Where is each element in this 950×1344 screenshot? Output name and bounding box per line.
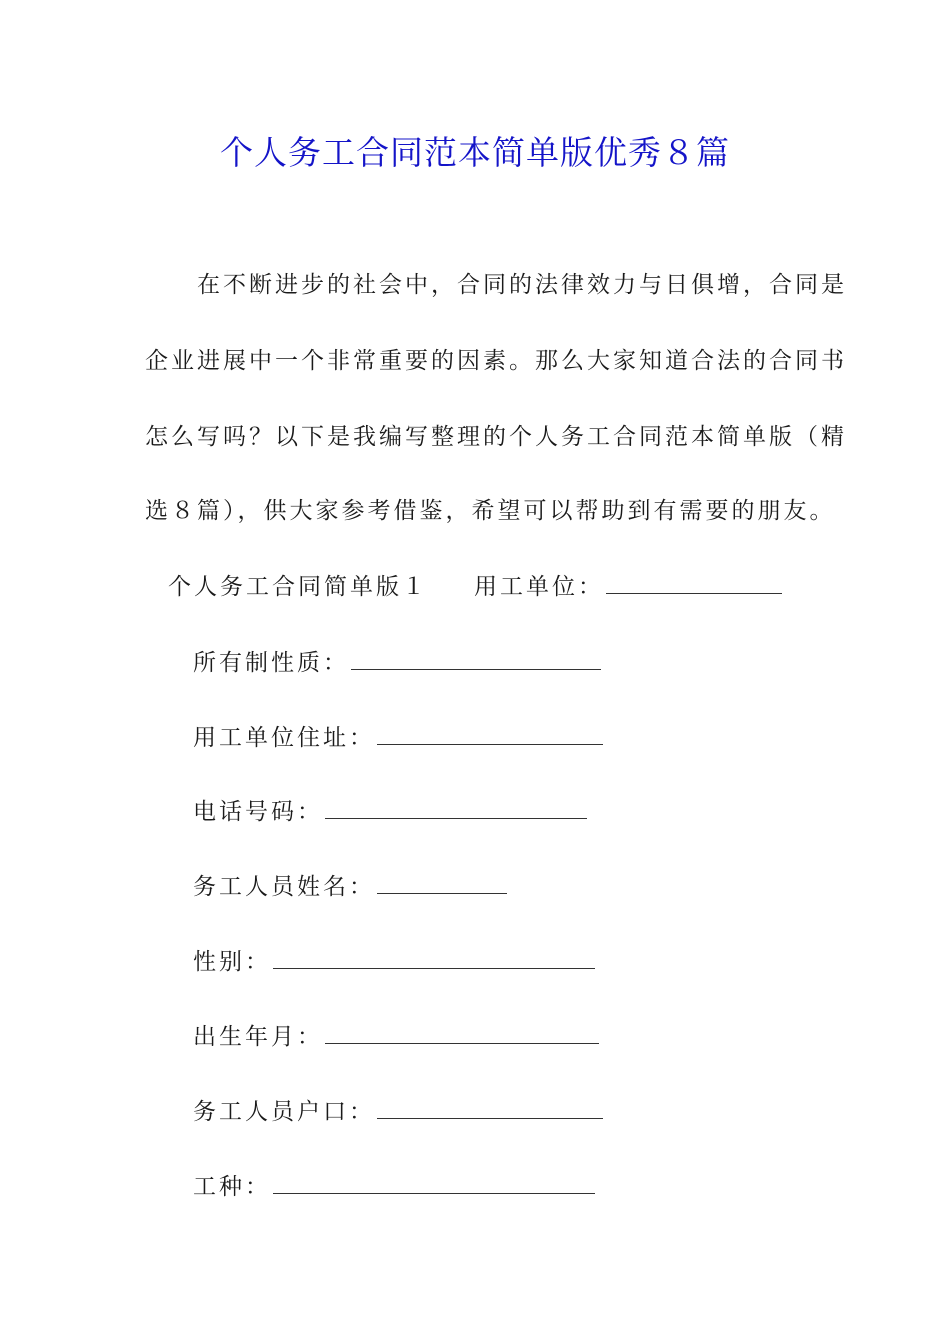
field-job-type (193, 1165, 595, 1207)
intro-line-1: 在不断进步的社会中，合同的法律效力与日俱增，合同是 (197, 272, 847, 298)
field-blank-birth-date[interactable] (325, 1015, 599, 1044)
field-label-ownership: 所有制性质： (193, 650, 349, 676)
field-birth-date (193, 1015, 599, 1057)
field-label-employer: 用工单位： (474, 574, 604, 600)
field-blank-household[interactable] (377, 1090, 603, 1119)
field-ownership (193, 641, 601, 683)
field-blank-worker-name[interactable] (377, 865, 507, 894)
field-label-household: 务工人员户口： (193, 1099, 375, 1125)
field-blank-employer-address[interactable] (377, 716, 603, 745)
section-heading-row (168, 565, 782, 607)
field-blank-job-type[interactable] (273, 1165, 595, 1194)
section-heading: 个人务工合同简单版１ (168, 574, 428, 600)
field-blank-phone[interactable] (325, 790, 587, 819)
field-household (193, 1090, 603, 1132)
field-blank-employer[interactable] (606, 565, 782, 594)
field-phone (193, 790, 587, 832)
field-blank-ownership[interactable] (351, 641, 601, 670)
document-title: 个人务工合同范本简单版优秀８篇 (220, 133, 730, 172)
intro-line-4: 选８篇），供大家参考借鉴，希望可以帮助到有需要的朋友。 (145, 498, 836, 524)
intro-line-3: 怎么写吗？以下是我编写整理的个人务工合同范本简单版（精 (145, 424, 847, 450)
field-blank-gender[interactable] (273, 940, 595, 969)
field-label-gender: 性别： (193, 949, 271, 975)
intro-line-2: 企业进展中一个非常重要的因素。那么大家知道合法的合同书 (145, 348, 847, 374)
field-label-job-type: 工种： (193, 1174, 271, 1200)
field-employer-address (193, 716, 603, 758)
field-worker-name (193, 865, 507, 907)
field-label-phone: 电话号码： (193, 799, 323, 825)
field-gender (193, 940, 595, 982)
field-label-birth-date: 出生年月： (193, 1024, 323, 1050)
field-label-worker-name: 务工人员姓名： (193, 874, 375, 900)
field-label-employer-address: 用工单位住址： (193, 725, 375, 751)
